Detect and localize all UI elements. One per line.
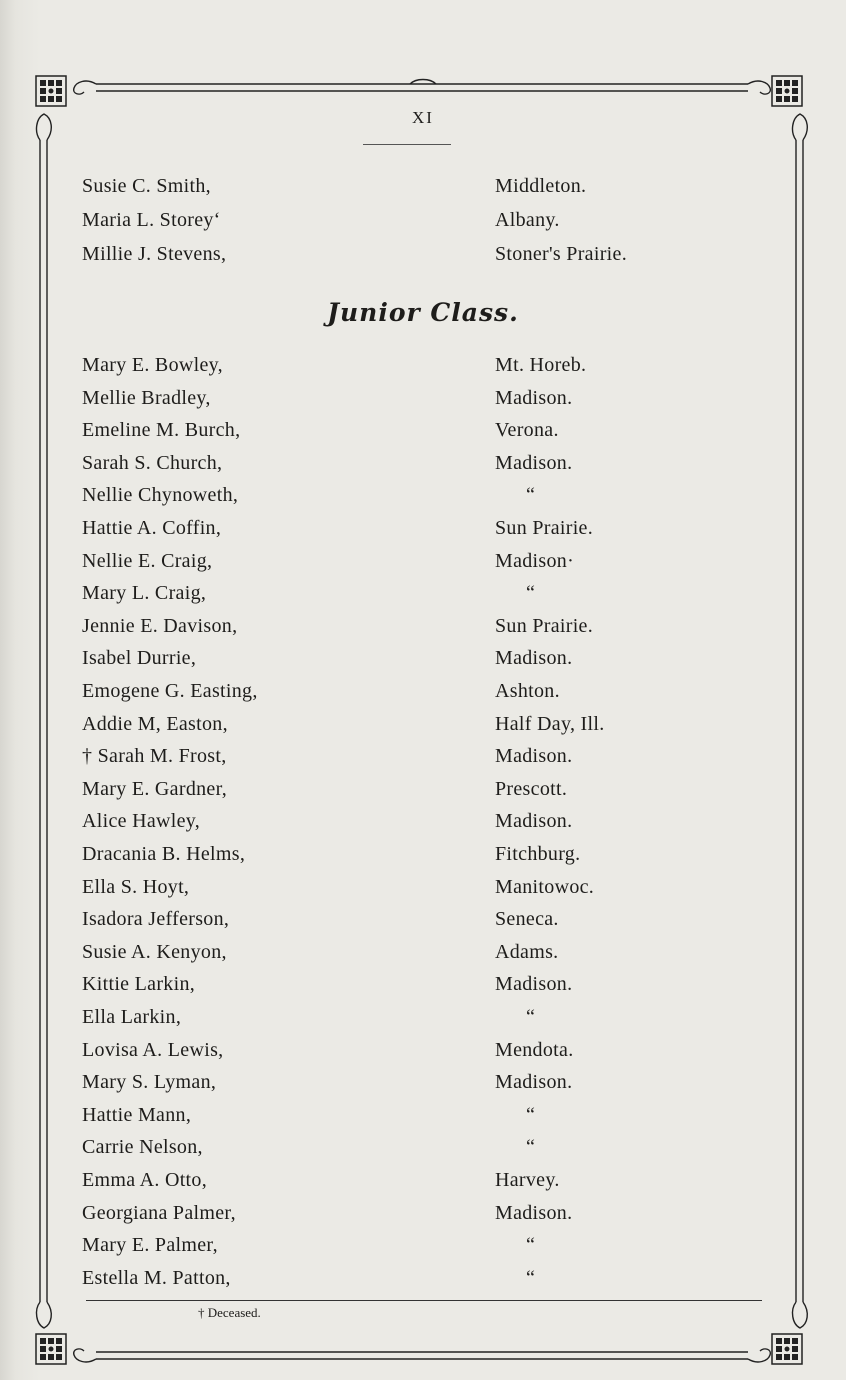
list-item xyxy=(0,745,846,777)
list-item xyxy=(0,550,846,582)
student-place: Madison. xyxy=(495,745,573,768)
list-item xyxy=(0,1202,846,1234)
page-number: XI xyxy=(412,108,434,127)
list-item xyxy=(0,452,846,484)
student-name: Hattie Mann, xyxy=(82,1103,192,1126)
student-name: Nellie E. Craig, xyxy=(82,549,213,572)
student-name: Lovisa A. Lewis, xyxy=(82,1038,224,1061)
list-item xyxy=(0,1039,846,1071)
student-place: Adams. xyxy=(495,940,559,963)
student-place: Fitchburg. xyxy=(495,843,581,865)
list-item xyxy=(0,517,846,549)
student-name: Emeline M. Burch, xyxy=(82,419,241,442)
student-name: Mary E. Gardner, xyxy=(82,777,228,800)
list-item xyxy=(0,1136,846,1168)
list-item xyxy=(0,615,846,647)
student-place: Middleton. xyxy=(495,175,587,197)
list-item xyxy=(0,1234,846,1266)
list-item xyxy=(0,387,846,419)
student-name: Nellie Chynoweth, xyxy=(82,484,239,507)
list-item xyxy=(0,1169,846,1201)
list-item xyxy=(0,484,846,516)
student-place: Albany. xyxy=(495,209,560,231)
student-name: Emma A. Otto, xyxy=(82,1169,208,1191)
student-place: “ xyxy=(526,1006,536,1028)
list-item xyxy=(0,1104,846,1136)
student-place: Stoner's Prairie. xyxy=(495,243,628,265)
student-name: Ella Larkin, xyxy=(82,1006,182,1028)
student-name: Alice Hawley, xyxy=(82,810,201,833)
student-place: Madison· xyxy=(495,549,575,572)
student-name: Isabel Durrie, xyxy=(82,647,197,670)
student-name: Mary E. Palmer, xyxy=(82,1234,218,1257)
list-item xyxy=(0,1006,846,1038)
student-place: “ xyxy=(526,1103,536,1126)
list-item xyxy=(0,876,846,908)
list-item xyxy=(0,419,846,451)
student-name: Dracania B. Helms, xyxy=(82,843,246,865)
student-name: Estella M. Patton, xyxy=(82,1266,231,1289)
student-name: Hattie A. Coffin, xyxy=(82,517,222,539)
student-name: Jennie E. Davison, xyxy=(82,614,238,637)
student-place: “ xyxy=(526,484,536,507)
list-item xyxy=(0,1071,846,1103)
list-item xyxy=(0,243,846,275)
list-item xyxy=(0,713,846,745)
student-name: Addie M, Easton, xyxy=(82,712,228,735)
list-item xyxy=(0,582,846,614)
student-place: Sun Prairie. xyxy=(495,517,594,539)
student-place: Madison. xyxy=(495,1071,573,1094)
student-name: Georgiana Palmer, xyxy=(82,1201,236,1224)
list-item xyxy=(0,647,846,679)
list-item xyxy=(0,908,846,940)
student-name: Millie J. Stevens, xyxy=(82,243,227,265)
student-place: Seneca. xyxy=(495,908,559,931)
list-item xyxy=(0,778,846,810)
list-item xyxy=(0,810,846,842)
student-name: Isadora Jefferson, xyxy=(82,908,230,931)
student-place: Manitowoc. xyxy=(495,875,595,898)
student-name: Sarah S. Church, xyxy=(82,451,223,474)
student-place: Madison. xyxy=(495,451,573,474)
list-item xyxy=(0,843,846,875)
student-place: Madison. xyxy=(495,1201,573,1224)
student-place: Mendota. xyxy=(495,1038,574,1061)
student-place: Madison. xyxy=(495,810,573,833)
student-place: Sun Prairie. xyxy=(495,614,594,637)
list-item xyxy=(0,1267,846,1299)
student-place: Ashton. xyxy=(495,680,560,702)
list-item xyxy=(0,209,846,241)
student-place: Madison. xyxy=(495,973,573,996)
student-name: Susie A. Kenyon, xyxy=(82,940,227,963)
student-place: Half Day, Ill. xyxy=(495,712,605,735)
student-place: Harvey. xyxy=(495,1169,560,1191)
list-item xyxy=(0,175,846,207)
student-name: Mary L. Craig, xyxy=(82,582,207,605)
student-place: “ xyxy=(526,582,536,605)
student-place: Prescott. xyxy=(495,777,568,800)
student-name: Susie C. Smith, xyxy=(82,175,211,197)
student-name: Mary E. Bowley, xyxy=(82,354,223,376)
student-name: Mary S. Lyman, xyxy=(82,1071,217,1094)
student-name: Emogene G. Easting, xyxy=(82,680,258,702)
student-place: Verona. xyxy=(495,419,559,442)
student-place: “ xyxy=(526,1136,536,1159)
student-name: Kittie Larkin, xyxy=(82,973,196,996)
list-item xyxy=(0,680,846,712)
section-heading-junior-class: Junior Class. xyxy=(327,298,519,327)
student-name: Ella S. Hoyt, xyxy=(82,875,190,898)
student-place: Madison. xyxy=(495,386,573,409)
student-place: “ xyxy=(526,1266,536,1289)
list-item xyxy=(0,973,846,1005)
student-place: Madison. xyxy=(495,647,573,670)
list-item xyxy=(0,941,846,973)
student-place: Mt. Horeb. xyxy=(495,354,587,376)
footnote-rule xyxy=(86,1300,762,1301)
student-name: † Sarah M. Frost, xyxy=(82,745,227,768)
student-name: Maria L. Storey‘ xyxy=(82,209,221,231)
student-name: Carrie Nelson, xyxy=(82,1136,203,1159)
list-item xyxy=(0,354,846,386)
student-place: “ xyxy=(526,1234,536,1257)
footnote: † Deceased. xyxy=(198,1305,261,1320)
student-name: Mellie Bradley, xyxy=(82,386,211,409)
page-number-rule xyxy=(363,144,451,145)
